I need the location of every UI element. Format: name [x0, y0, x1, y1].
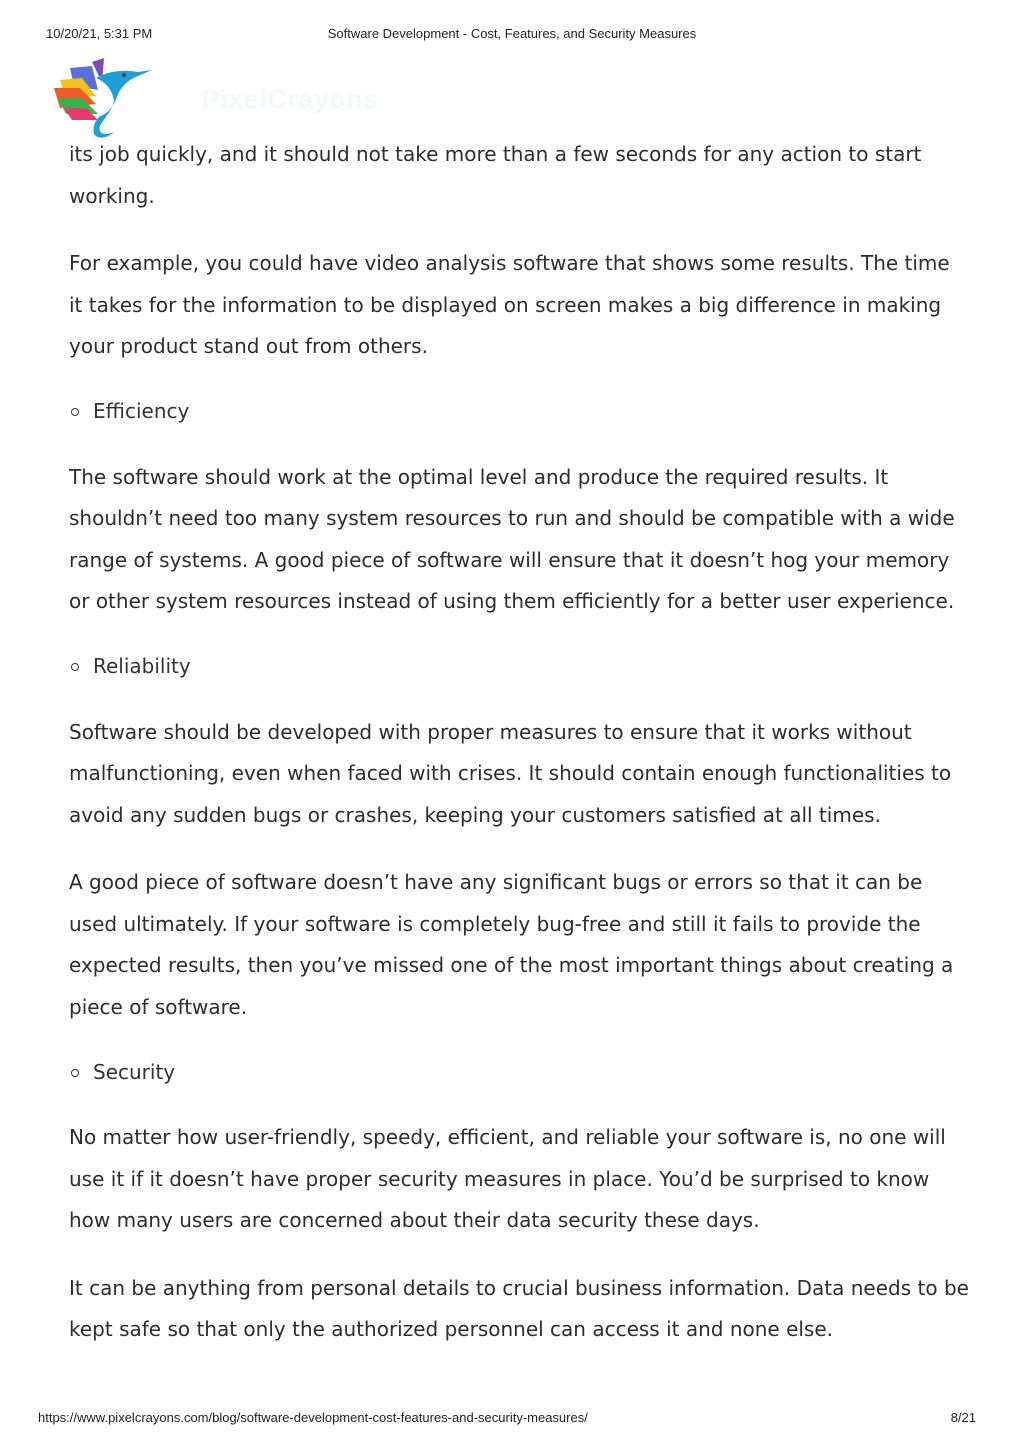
paragraph-reliability: Software should be developed with proper measures to ensure that it works without malfunctioning, even when faced with crises. It should contain enough functionalities to avoid any sudden bugs or crashes, keeping your customers satisfied at all times. — [69, 719, 952, 827]
bullet-label: Reliability — [93, 654, 191, 679]
site-logo[interactable] — [52, 56, 379, 142]
bullet-label: Security — [93, 1059, 176, 1084]
page-number: 8/21 — [950, 1410, 976, 1425]
bullet-circle-icon — [71, 1069, 79, 1077]
logo-wordmark: PixelCrayons — [202, 84, 379, 114]
article-body — [69, 134, 969, 1377]
paragraph-speed-continued: its job quickly, and it should not take more than a few seconds for any action to start working. — [69, 142, 922, 208]
print-date: 10/20/21, 5:31 PM — [46, 26, 153, 41]
print-page-title: Software Development - Cost, Features, and Security Measures — [327, 26, 697, 41]
bullet-label: Efficiency — [93, 399, 190, 424]
bullet-circle-icon — [71, 408, 79, 416]
paragraph-efficiency: The software should work at the optimal level and produce the required results. It shouldn’t need too many system resources to run and should be compatible with a wide range of systems. A good piece of software will ensure that it doesn’t hog your memory or other system resources instead of using them efficiently for a better user experience. — [69, 464, 955, 613]
bullet-circle-icon — [71, 663, 79, 671]
paragraph-data-safety: It can be anything from personal details to crucial business information. Data needs to be kept safe so that only the authorized personnel can access it and none else. — [69, 1275, 969, 1341]
bullet-reliability — [69, 647, 969, 688]
hummingbird-icon — [52, 56, 162, 142]
print-footer — [0, 1410, 1024, 1426]
paragraph-security: No matter how user-friendly, speedy, efficient, and reliable your software is, no one will use it if it doesn’t have proper security measures in place. You’d be surprised to know how many users are concerned about their data security these days. — [69, 1125, 946, 1232]
bullet-security — [69, 1052, 969, 1093]
paragraph-bugs: A good piece of software doesn’t have any significant bugs or errors so that it can be used ultimately. If your software is completely bug-free and still it fails to provide the expected results, then you’ve missed one of the most important things about creating a piece of software. — [69, 870, 954, 1019]
page-url[interactable]: https://www.pixelcrayons.com/blog/software-development-cost-features-and-security-measures/ — [38, 1410, 588, 1425]
bullet-efficiency — [69, 392, 969, 433]
paragraph-video-example: For example, you could have video analysis software that shows some results. The time it takes for the information to be displayed on screen makes a big difference in making your product stand out from others. — [69, 251, 950, 358]
print-header — [0, 26, 1024, 42]
